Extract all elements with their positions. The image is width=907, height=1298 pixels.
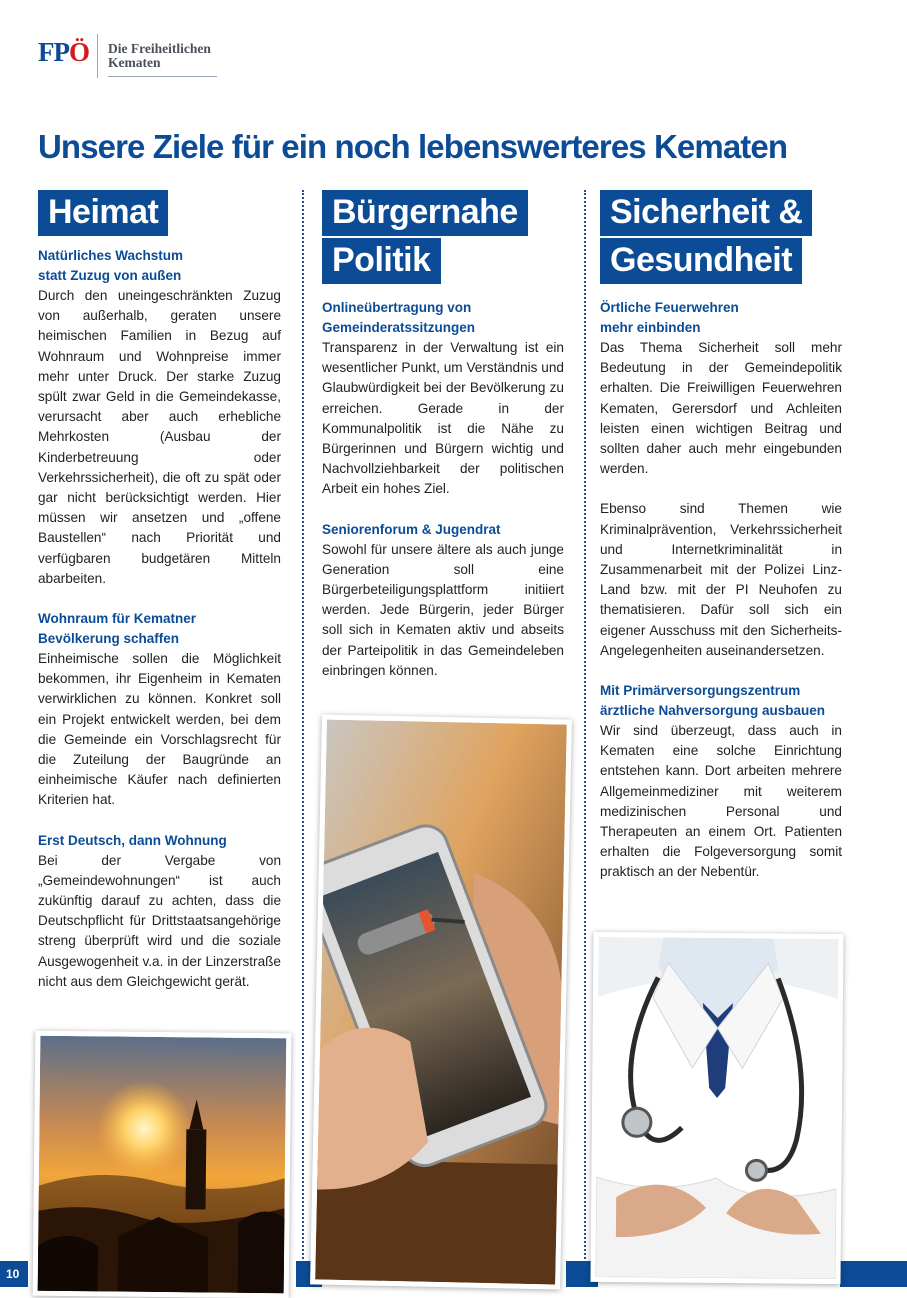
logo-brand xyxy=(38,34,89,70)
section-subheading xyxy=(38,246,281,286)
doctor-stethoscope-photo xyxy=(590,932,843,1284)
column-heimat xyxy=(38,190,281,1012)
section-text: Wir sind überzeugt, dass auch in Kematen eine solche Einrichtung entstehen kann. Dort arbeiten mehrere Allgemeinmediziner mit weiterem medizinischen Personal und Therapeuten an einem Ort. Patienten erhalten die Folgeversorgung somit praktisch an der Nebentür. xyxy=(600,723,842,880)
column-divider-2 xyxy=(584,190,586,1270)
subheading-line: Erst Deutsch, dann Wohnung xyxy=(38,832,227,848)
section-subheading xyxy=(38,831,281,851)
logo-line1: Die Freiheitlichen xyxy=(108,41,211,56)
column-buergernahe-politik xyxy=(322,190,564,701)
logo-line2: Kematen xyxy=(108,55,161,70)
heading-line: Bürgernahe xyxy=(322,190,528,236)
logo-brand-o: Ö xyxy=(69,37,90,67)
column-divider-1 xyxy=(302,190,304,1270)
subheading-line: Wohnraum für Kematner xyxy=(38,611,197,627)
section-subheading xyxy=(38,609,281,649)
subheading-line: Gemeinderatssitzungen xyxy=(322,320,476,335)
section-subheading xyxy=(322,298,564,338)
sunset-church-photo xyxy=(33,1031,292,1298)
subheading-line: Örtliche Feuerwehren xyxy=(600,300,739,315)
logo-text xyxy=(108,34,217,77)
smartphone-microphone-image xyxy=(315,720,567,1285)
heading-line: Gesundheit xyxy=(600,238,802,284)
section-text: Ebenso sind Themen wie Kriminalprävention, Verkehrssicherheit und Internetkriminalität in Zusammenarbeit mit der Polizei Linz-Land bzw. mit der PI Neuhofen zu thematisieren. Dafür soll sich ein eigener Ausschuss mit den Sicherheits-Angelegenheiten auseinandersetzen. xyxy=(600,501,842,658)
section-subheading xyxy=(600,298,842,338)
page-title: Unsere Ziele für ein noch lebenswerteres Kematen xyxy=(38,128,788,165)
section-text: Einheimische sollen die Möglichkeit bekommen, ihr Eigenheim in Kematen verwirklichen zu können. Konkret soll ein Projekt entwickelt werden, bei dem die Gemeinde ein Vorschlagsrecht für die Zuteilung der Baugründe an einheimische Käufer nach definierten Kriterien hat. xyxy=(38,651,281,808)
smartphone-microphone-photo xyxy=(310,714,572,1289)
section-text: Sowohl für unsere ältere als auch junge Generation soll eine Bürgerbeteiligungsplattform initiiert werden. Jede Bürgerin, jeder Bürger soll sich in Kematen aktiv und abseits der Parteipolitik in das Gemeindeleben einbringen können. xyxy=(322,541,564,678)
column-sicherheit-gesundheit xyxy=(600,190,842,903)
sunset-church-image xyxy=(38,1036,287,1294)
section-subheading xyxy=(600,681,842,721)
fpo-logo xyxy=(38,34,217,82)
section-subheading xyxy=(322,520,564,540)
footer-bar-right xyxy=(840,1261,907,1287)
subheading-line: Seniorenforum & Jugendrat xyxy=(322,521,501,537)
subheading-line: Mit Primärversorgungszentrum xyxy=(600,683,801,699)
section-text: Das Thema Sicherheit soll mehr Bedeutung in der Gemeindepolitik erhalten. Die Freiwilligen Feuerwehren Kematen, Gerersdorf und Achleiten leisten einen wichtigen Beitrag und sollten daher auch mehr eingebunden werden. xyxy=(600,340,842,477)
subheading-line: Natürliches Wachstum xyxy=(38,248,184,263)
section-text: Durch den uneingeschränkten Zuzug von außerhalb, geraten unsere heimischen Familien in Bezug auf Wohnraum und Wohnpreise immer mehr unter Druck. Der starke Zuzug spült zwar Geld in die Gemeindekasse, verursacht aber auch erhebliche Mehrkosten (Ausbau der Kinderbetreuung oder Verkehrssicherheit), die oft zu spät oder gar nicht berücksichtigt werden. Hier müssen wir ansetzen und „offene Baustellen“ nach Priorität und verfügbaren budgetären Mitteln abarbeiten. xyxy=(38,288,281,586)
section-text: Bei der Vergabe von „Gemeindewohnungen“ ist auch zukünftig darauf zu achten, dass die Deutschpflicht für Drittstaatsangehörige streng überprüft wird und die soziale Ausgewogenheit v.a. in der Linzerstraße nicht aus dem Gleichgewicht gerät. xyxy=(38,852,281,989)
subheading-line: Bevölkerung schaffen xyxy=(38,631,180,647)
subheading-line: mehr einbinden xyxy=(600,320,701,335)
doctor-stethoscope-image xyxy=(596,937,839,1279)
heading-line: Heimat xyxy=(38,190,168,236)
logo-separator xyxy=(97,34,98,78)
page-number: 10 xyxy=(6,1267,20,1281)
column-heading xyxy=(38,190,281,236)
subheading-line: Onlineübertragung von xyxy=(322,300,472,315)
logo-brand-fp: FP xyxy=(38,37,69,67)
subheading-line: statt Zuzug von außen xyxy=(38,268,182,283)
section-text: Transparenz in der Verwaltung ist ein wesentlicher Punkt, um Verständnis und Glaubwürdigkeit bei der Bevölkerung zu erreichen. Gerade in der Kommunalpolitik ist die Nähe zu Bürgerinnen und Bürgern wichtig und Nachvollziehbarkeit der politischen Arbeit ein hohes Ziel. xyxy=(322,340,564,497)
heading-line: Sicherheit & xyxy=(600,190,812,236)
heading-line: Politik xyxy=(322,238,441,284)
column-heading xyxy=(322,190,564,284)
subheading-line: ärztliche Nahversorgung ausbauen xyxy=(600,703,826,719)
column-heading xyxy=(600,190,842,284)
